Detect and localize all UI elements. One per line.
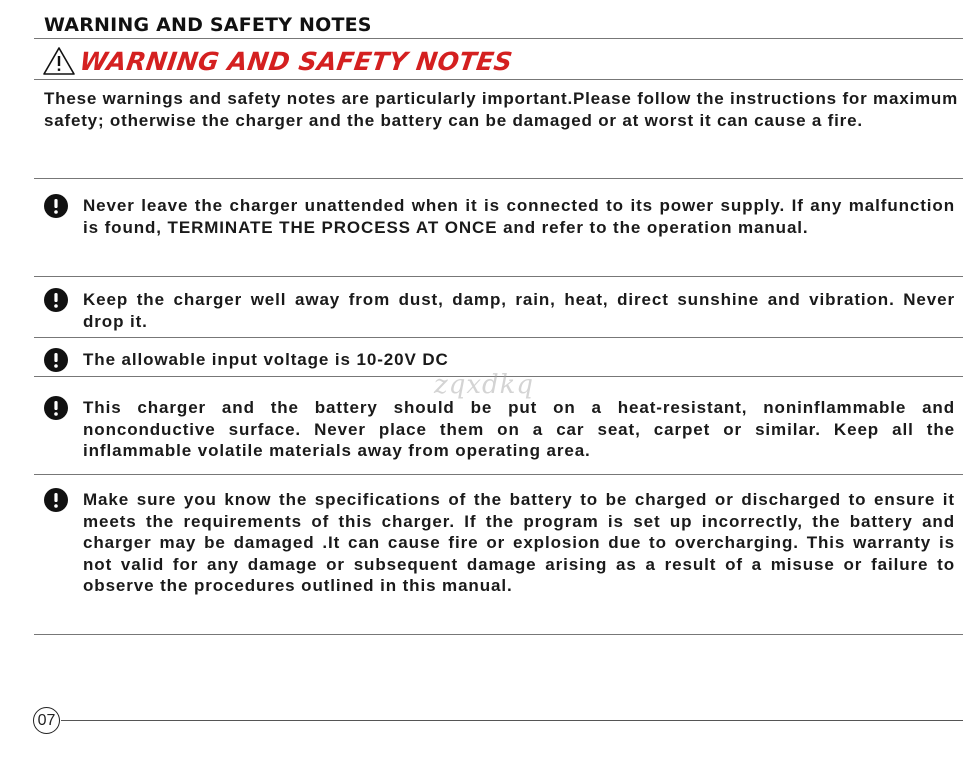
warning-triangle-icon	[42, 46, 76, 76]
footer-divider	[61, 720, 963, 721]
page-header-title: WARNING AND SAFETY NOTES	[44, 14, 372, 36]
safety-note-text: Keep the charger well away from dust, damp, rain, heat, direct sunshine and vibration. Never drop it.	[83, 290, 955, 331]
safety-note	[44, 195, 959, 238]
note-divider	[34, 634, 963, 635]
exclamation-bullet-icon	[44, 488, 68, 512]
banner-title: WARNING AND SAFETY NOTES	[77, 46, 515, 76]
note-divider	[34, 276, 963, 277]
safety-note	[44, 349, 959, 372]
exclamation-bullet-icon	[44, 348, 68, 372]
header-divider	[34, 38, 963, 39]
exclamation-bullet-icon	[44, 194, 68, 218]
safety-note-text: Never leave the charger unattended when it is connected to its power supply. If any malfunction is found, TERMINATE THE PROCESS AT ONCE and refer to the operation manual.	[83, 196, 955, 237]
safety-note	[44, 397, 959, 462]
page-number-badge: 07	[33, 707, 60, 734]
banner-divider	[34, 79, 963, 80]
note-divider	[34, 337, 963, 338]
exclamation-bullet-icon	[44, 396, 68, 420]
safety-note-text: The allowable input voltage is 10-20V DC	[83, 350, 449, 369]
exclamation-bullet-icon	[44, 288, 68, 312]
note-divider	[34, 474, 963, 475]
safety-note	[44, 489, 959, 597]
intro-divider	[34, 178, 963, 179]
intro-paragraph: These warnings and safety notes are particularly important.Please follow the instructions for maximum safety; otherwise the charger and the battery can be damaged or at worst it can cause a fire.	[44, 89, 959, 130]
safety-note-text: Make sure you know the specifications of the battery to be charged or discharged to ensure it meets the requirements of this charger. If the program is set up incorrectly, the battery and charger may be damaged .It can cause fire or explosion due to overcharging. This warranty is not valid for any damage or subsequent damage arising as a result of a misuse or failure to observe the procedures outlined in this manual.	[83, 490, 955, 596]
warning-banner	[42, 44, 515, 78]
safety-note	[44, 289, 959, 332]
safety-note-text: This charger and the battery should be put on a heat-resistant, noninflammable and nonconductive surface. Never place them on a car seat, carpet or similar. Keep all the inflammable volatile materials away from operating area.	[83, 398, 955, 461]
watermark: zqxdkq	[434, 370, 535, 400]
